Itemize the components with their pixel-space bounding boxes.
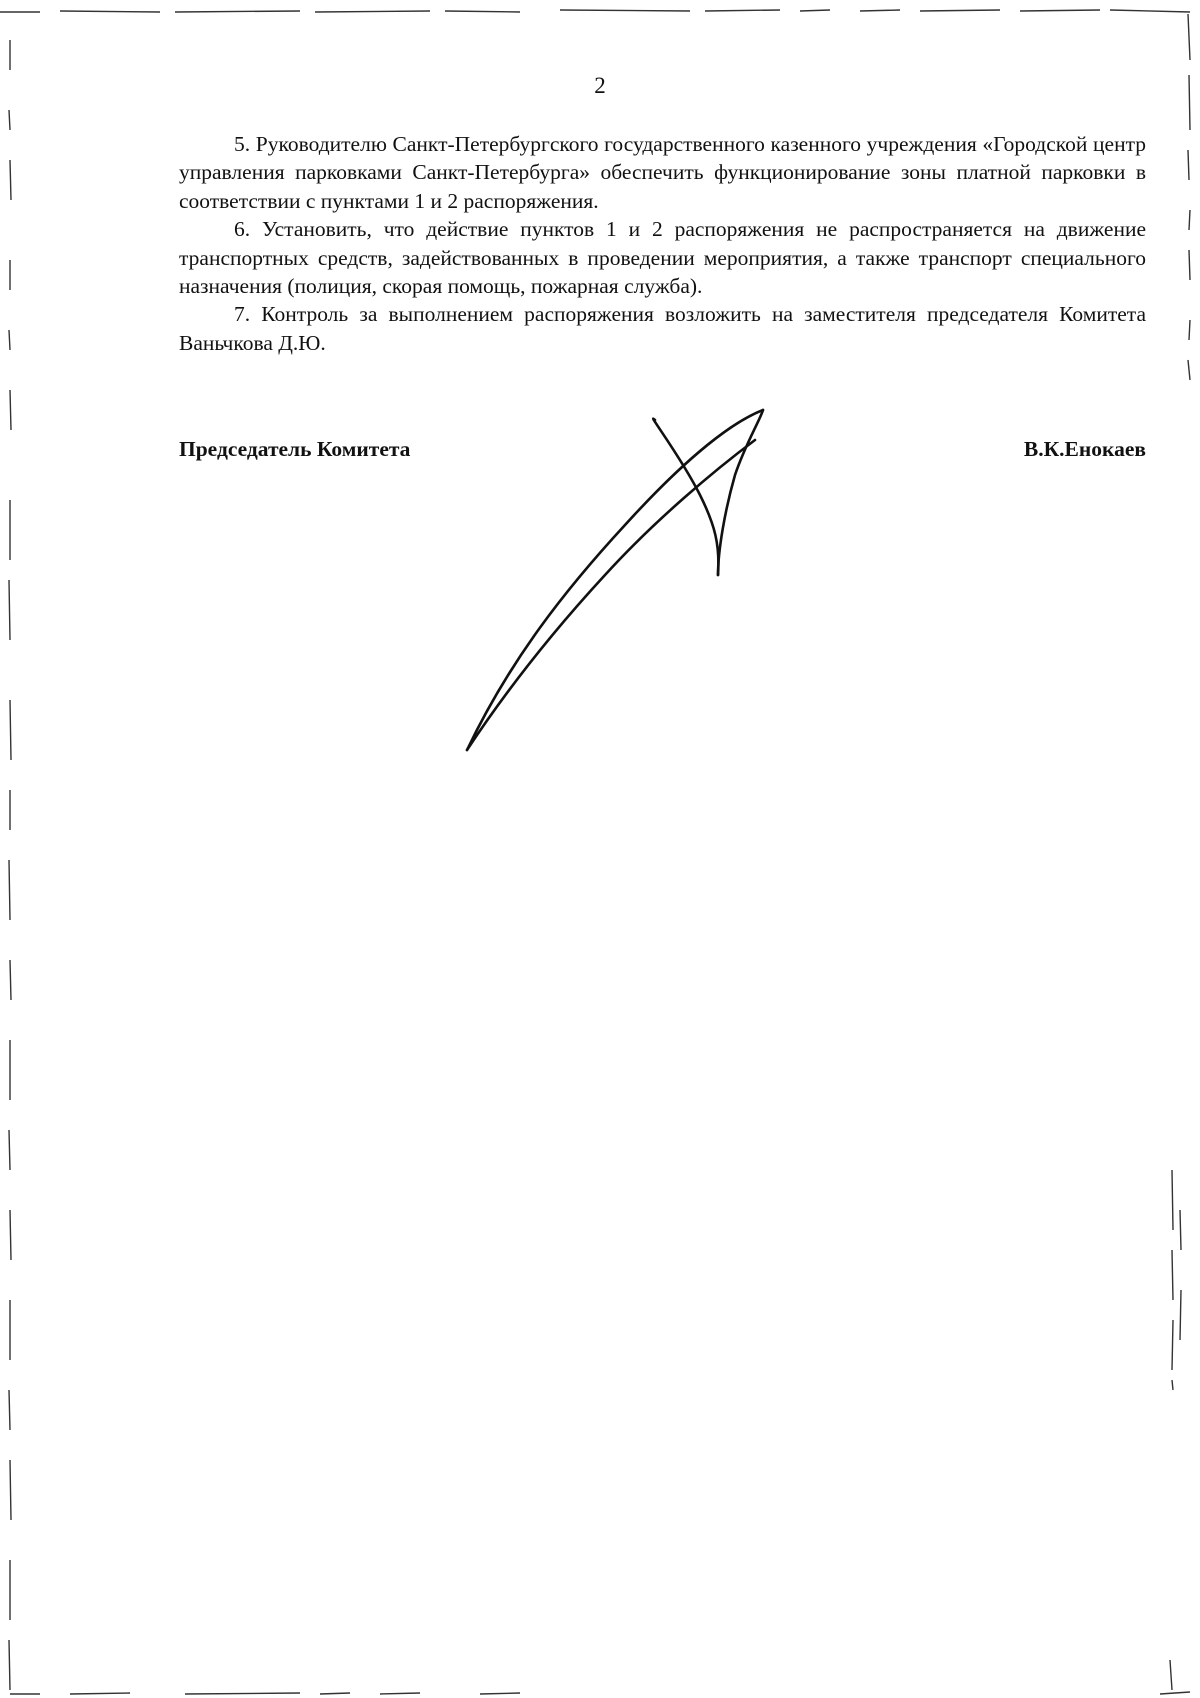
- paragraph-6: 6. Установить, что действие пунктов 1 и 2 распоряжения не распространяется на движение транспортных средств, задействованных в проведении мероприятия, а также транспорт специального назначения (полиция, скорая помощь, пожарная служба).: [179, 217, 1146, 299]
- paragraph-7: 7. Контроль за выполнением распоряжения возложить на заместителя председателя Комитета Ваньчкова Д.Ю.: [179, 302, 1146, 355]
- signatory-title: Председатель Комитета: [179, 437, 411, 461]
- handwritten-signature: [455, 400, 790, 770]
- page-number: 2: [594, 73, 606, 98]
- paragraph-5: 5. Руководителю Санкт-Петербургского государственного казенного учреждения «Городской центр управления парковками Санкт-Петербурга» обеспечить функционирование зоны платной парковки в соответствии с пунктами 1 и 2 распоряжения.: [179, 132, 1146, 213]
- signatory-name: В.К.Енокаев: [1023, 437, 1146, 461]
- document-body: [179, 130, 1146, 357]
